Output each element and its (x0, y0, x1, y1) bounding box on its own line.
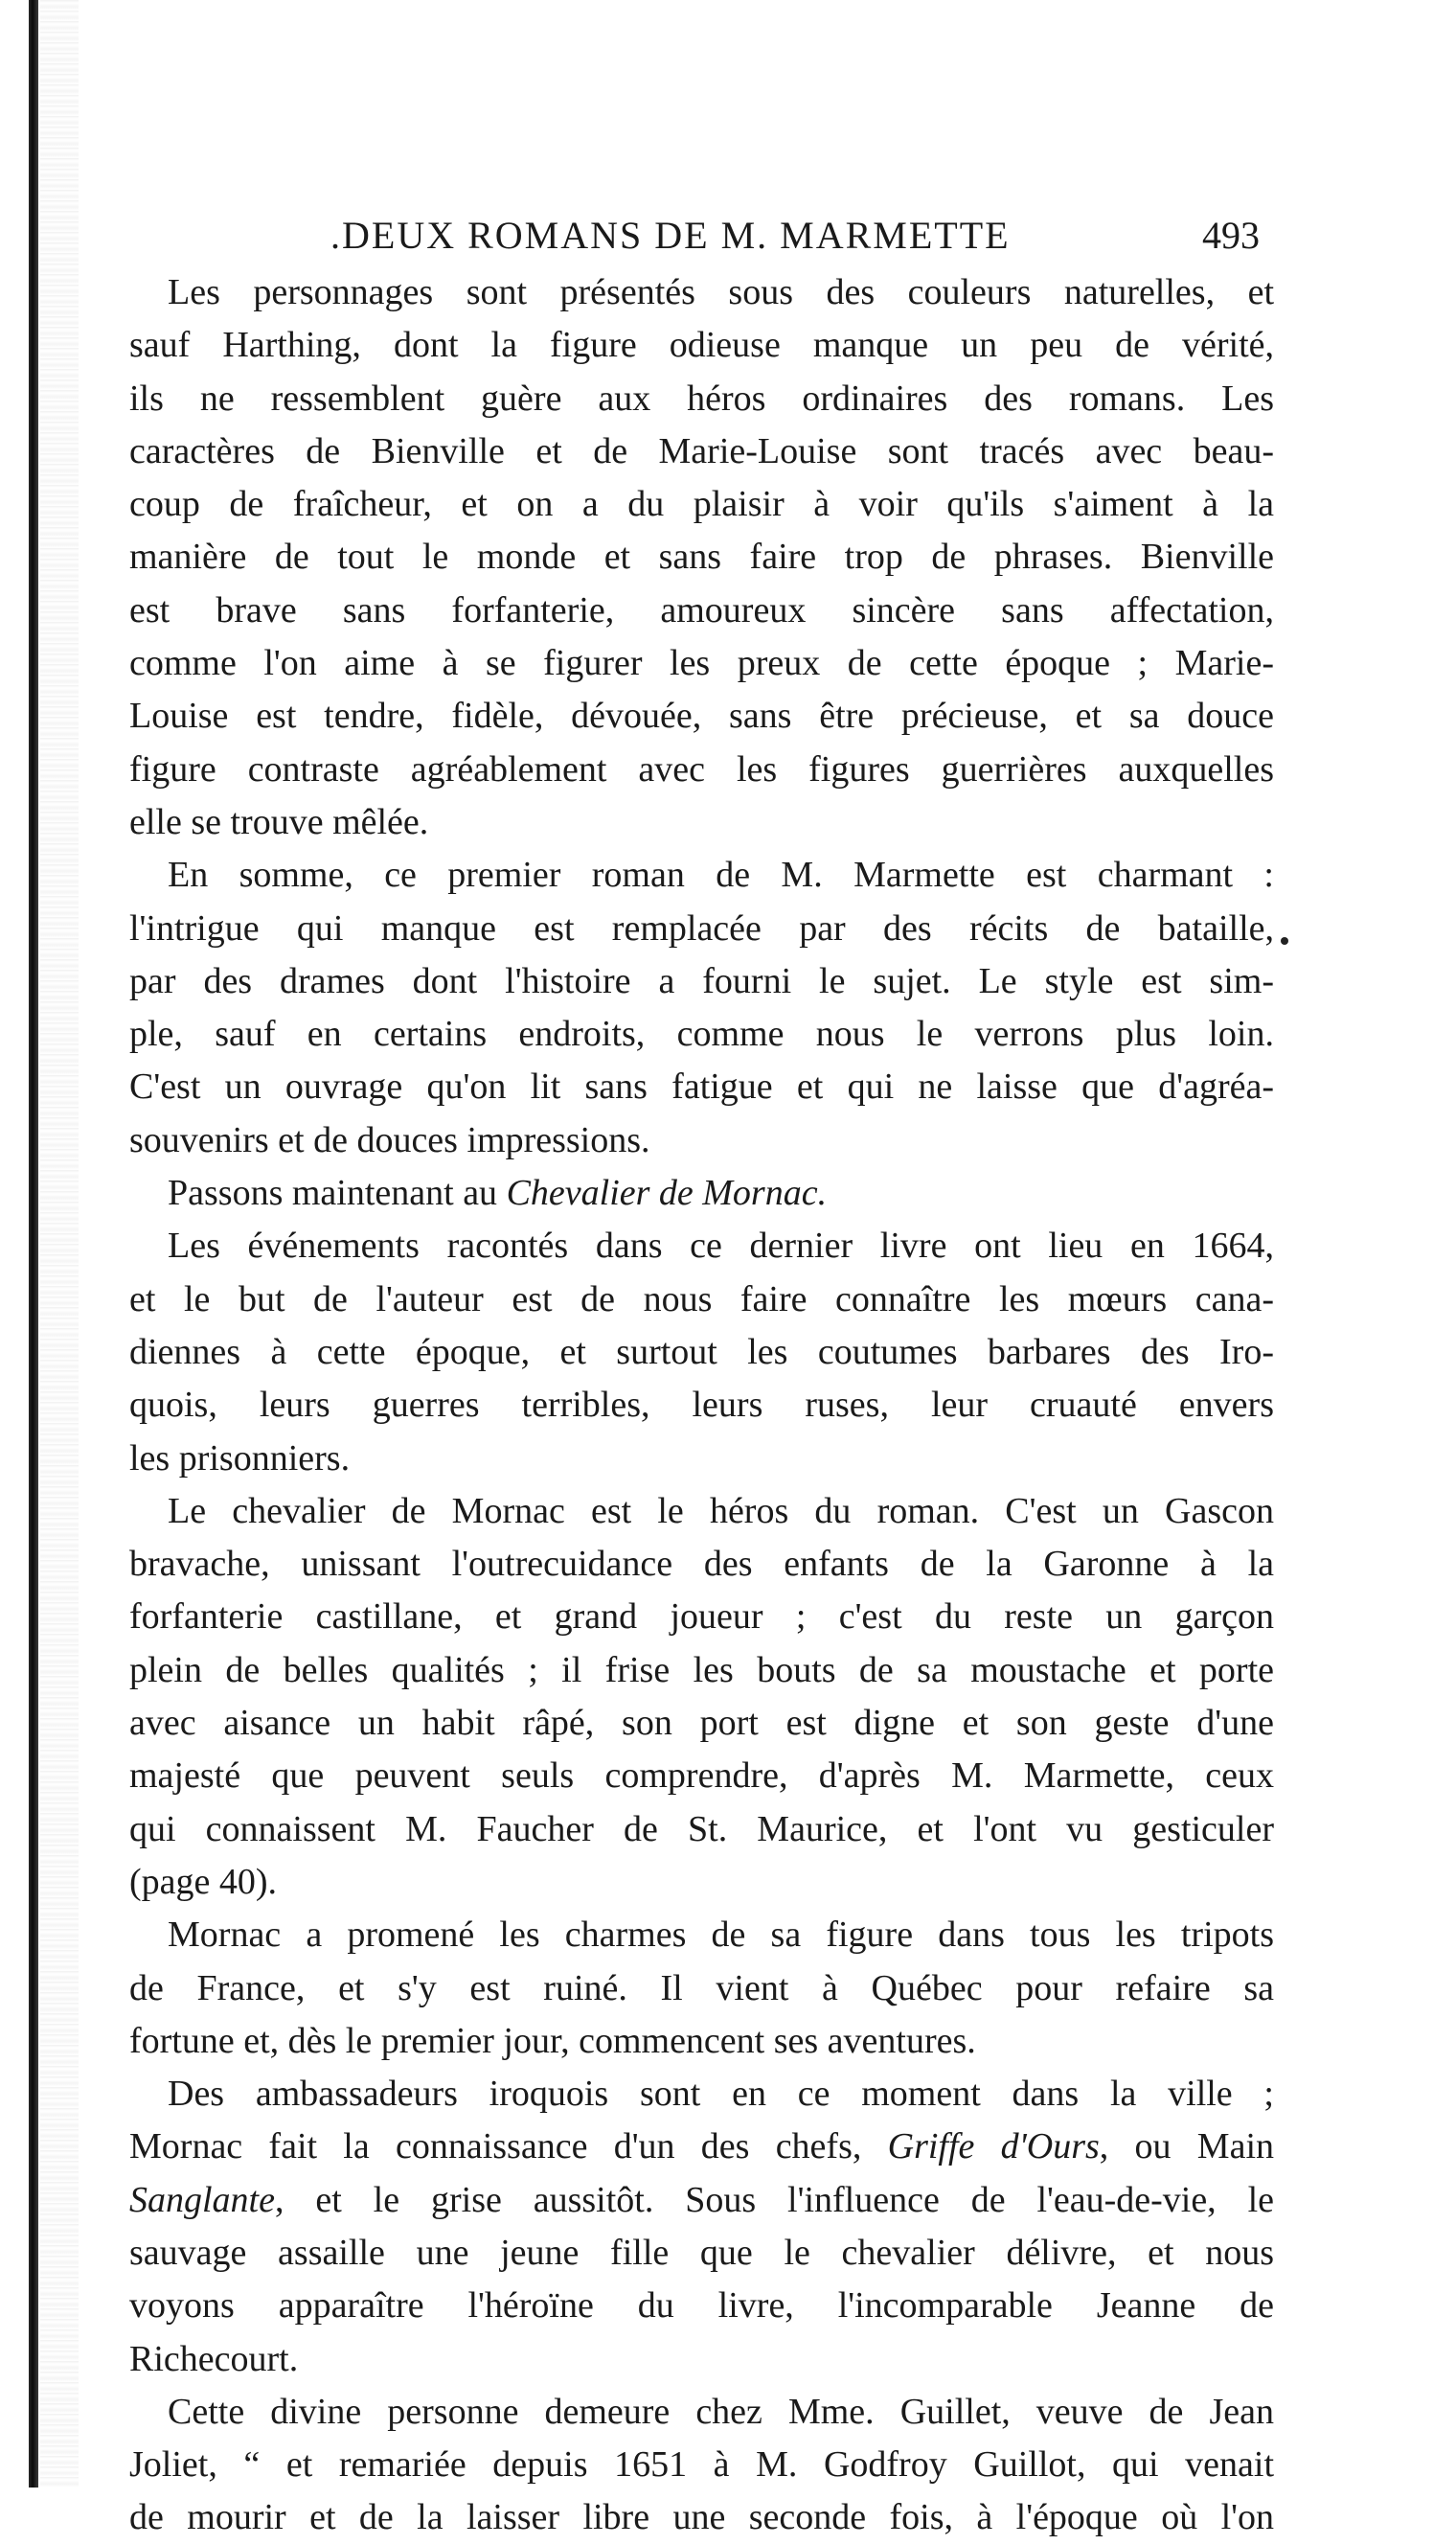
running-title: .DEUX ROMANS DE M. MARMETTE (330, 214, 1011, 257)
text-line (129, 1962, 1274, 2015)
line-text: (page 40). (129, 1861, 278, 1902)
text-line (129, 2015, 1274, 2068)
text-line (129, 690, 1274, 743)
text-line (129, 2386, 1274, 2439)
text-line (129, 1750, 1274, 1802)
line-text: Joliet, “ et remariée depuis 1651 à M. Godfroy Guillot, qui venait (129, 2444, 1274, 2486)
text-line (129, 1856, 1274, 1909)
text-line (129, 266, 1274, 319)
text-line (129, 2227, 1274, 2280)
italic-title: Sanglante (129, 2179, 275, 2220)
text-line (129, 2121, 1274, 2173)
text-line (129, 903, 1274, 955)
line-text: Cette divine personne demeure chez Mme. Guillet, veuve de Jean (168, 2391, 1274, 2432)
text-line (129, 637, 1274, 690)
text-line (129, 1697, 1274, 1750)
text-line (129, 1538, 1274, 1591)
line-text: de France, et s'y est ruiné. Il vient à Québec pour refaire sa (129, 1967, 1274, 2008)
italic-title: Chevalier de Mornac. (506, 1173, 828, 1214)
text-line (129, 796, 1274, 849)
line-text: C'est un ouvrage qu'on lit sans fatigue et qui ne laisse que d'agréa- (129, 1066, 1274, 1108)
text-line (129, 849, 1274, 902)
page-number: 493 (1202, 214, 1260, 257)
binding-shadow (40, 0, 79, 2488)
line-text: sauf Harthing, dont la figure odieuse manque un peu de vérité, (129, 325, 1274, 366)
line-text: Passons maintenant au (168, 1173, 507, 1214)
text-line (129, 2439, 1274, 2491)
text-line (129, 1008, 1274, 1061)
text-line (129, 1644, 1274, 1697)
text-line (129, 531, 1274, 584)
text-line (129, 1326, 1274, 1379)
text-line (129, 1485, 1274, 1538)
text-line (129, 1167, 1274, 1220)
text-line (129, 1591, 1274, 1643)
text-line (129, 1061, 1274, 1113)
text-line (129, 1803, 1274, 1856)
text-line (129, 1220, 1274, 1272)
line-text: Les personnages sont présentés sous des couleurs naturelles, et (168, 272, 1274, 312)
line-text: Richecourt. (129, 2338, 299, 2379)
line-text: caractères de Bienville et de Marie-Louise sont tracés avec beau- (129, 430, 1274, 471)
text-line (129, 319, 1274, 372)
binding-edge (29, 0, 38, 2488)
line-text: sauvage assaille une jeune fille que le chevalier délivre, et nous (129, 2232, 1274, 2273)
line-text: elle se trouve mêlée. (129, 801, 429, 842)
line-text: figure contraste agréablement avec les figures guerrières auxquelles (129, 748, 1274, 790)
line-text: souvenirs et de douces impressions. (129, 1119, 650, 1160)
page-header (330, 213, 1288, 261)
line-text: Mornac fait la connaissance d'un des chefs, (129, 2126, 888, 2167)
text-line (129, 373, 1274, 425)
line-text: l'intrigue qui manque est remplacée par des récits de bataille, (129, 907, 1274, 949)
text-line (129, 2333, 1274, 2386)
text-line (129, 955, 1274, 1008)
line-text: avec aisance un habit râpé, son port est digne et son geste d'une (129, 1703, 1274, 1744)
margin-dot (1281, 937, 1288, 945)
text-line (129, 1114, 1274, 1167)
line-text: Des ambassadeurs iroquois sont en ce moment dans la ville ; (168, 2074, 1274, 2115)
line-text: bravache, unissant l'outrecuidance des enfants de la Garonne à la (129, 1544, 1274, 1585)
line-text: ple, sauf en certains endroits, comme nous le verrons plus loin. (129, 1014, 1274, 1055)
text-line (129, 1273, 1274, 1326)
text-line (129, 744, 1274, 796)
text-line (129, 478, 1274, 531)
line-text: Louise est tendre, fidèle, dévouée, sans être précieuse, et sa douce (129, 696, 1274, 737)
text-line (129, 1379, 1274, 1432)
line-text: qui connaissent M. Faucher de St. Maurice, et l'ont vu gesticuler (129, 1808, 1274, 1849)
text-line (129, 2068, 1274, 2121)
line-text-continued: , ou Main (1099, 2126, 1274, 2167)
text-line (129, 1433, 1274, 1485)
line-text: et le but de l'auteur est de nous faire connaître les mœurs cana- (129, 1278, 1274, 1319)
text-line (129, 2280, 1274, 2332)
line-text: par des drames dont l'histoire a fourni le sujet. Le style est sim- (129, 960, 1274, 1001)
line-text: comme l'on aime à se figurer les preux de cette époque ; Marie- (129, 643, 1274, 684)
line-text: diennes à cette époque, et surtout les coutumes barbares des Iro- (129, 1331, 1274, 1372)
text-line (129, 2491, 1274, 2544)
line-text: les prisonniers. (129, 1437, 351, 1479)
line-text: ils ne ressemblent guère aux héros ordinaires des romans. Les (129, 378, 1274, 419)
line-text: de mourir et de la laisser libre une seconde fois, à l'époque où l'on (129, 2497, 1274, 2538)
line-text: fortune et, dès le premier jour, commencent ses aventures. (129, 2020, 976, 2061)
body-text (129, 266, 1274, 2545)
line-text: plein de belles qualités ; il frise les bouts de sa moustache et porte (129, 1649, 1274, 1690)
line-text: forfanterie castillane, et grand joueur ; c'est du reste un garçon (129, 1596, 1274, 1638)
line-text: manière de tout le monde et sans faire trop de phrases. Bienville (129, 537, 1274, 578)
line-text: Le chevalier de Mornac est le héros du roman. C'est un Gascon (168, 1490, 1274, 1531)
text-line (129, 425, 1274, 478)
line-text: voyons apparaître l'héroïne du livre, l'incomparable Jeanne de (129, 2285, 1274, 2327)
line-text: Mornac a promené les charmes de sa figure dans tous les tripots (168, 1914, 1274, 1956)
text-line (129, 585, 1274, 637)
italic-title: Griffe d'Ours (887, 2126, 1100, 2167)
line-text-continued: , et le grise aussitôt. Sous l'influence de l'eau-de-vie, le (274, 2179, 1274, 2220)
line-text: Les événements racontés dans ce dernier livre ont lieu en 1664, (168, 1226, 1274, 1267)
line-text: coup de fraîcheur, et on a du plaisir à voir qu'ils s'aiment à la (129, 484, 1274, 525)
text-line (129, 1909, 1274, 1961)
line-text: quois, leurs guerres terribles, leurs ruses, leur cruauté envers (129, 1385, 1274, 1426)
line-text: est brave sans forfanterie, amoureux sincère sans affectation, (129, 589, 1274, 631)
text-line (129, 2174, 1274, 2227)
line-text: majesté que peuvent seuls comprendre, d'après M. Marmette, ceux (129, 1755, 1274, 1797)
line-text: En somme, ce premier roman de M. Marmette est charmant : (168, 855, 1274, 896)
